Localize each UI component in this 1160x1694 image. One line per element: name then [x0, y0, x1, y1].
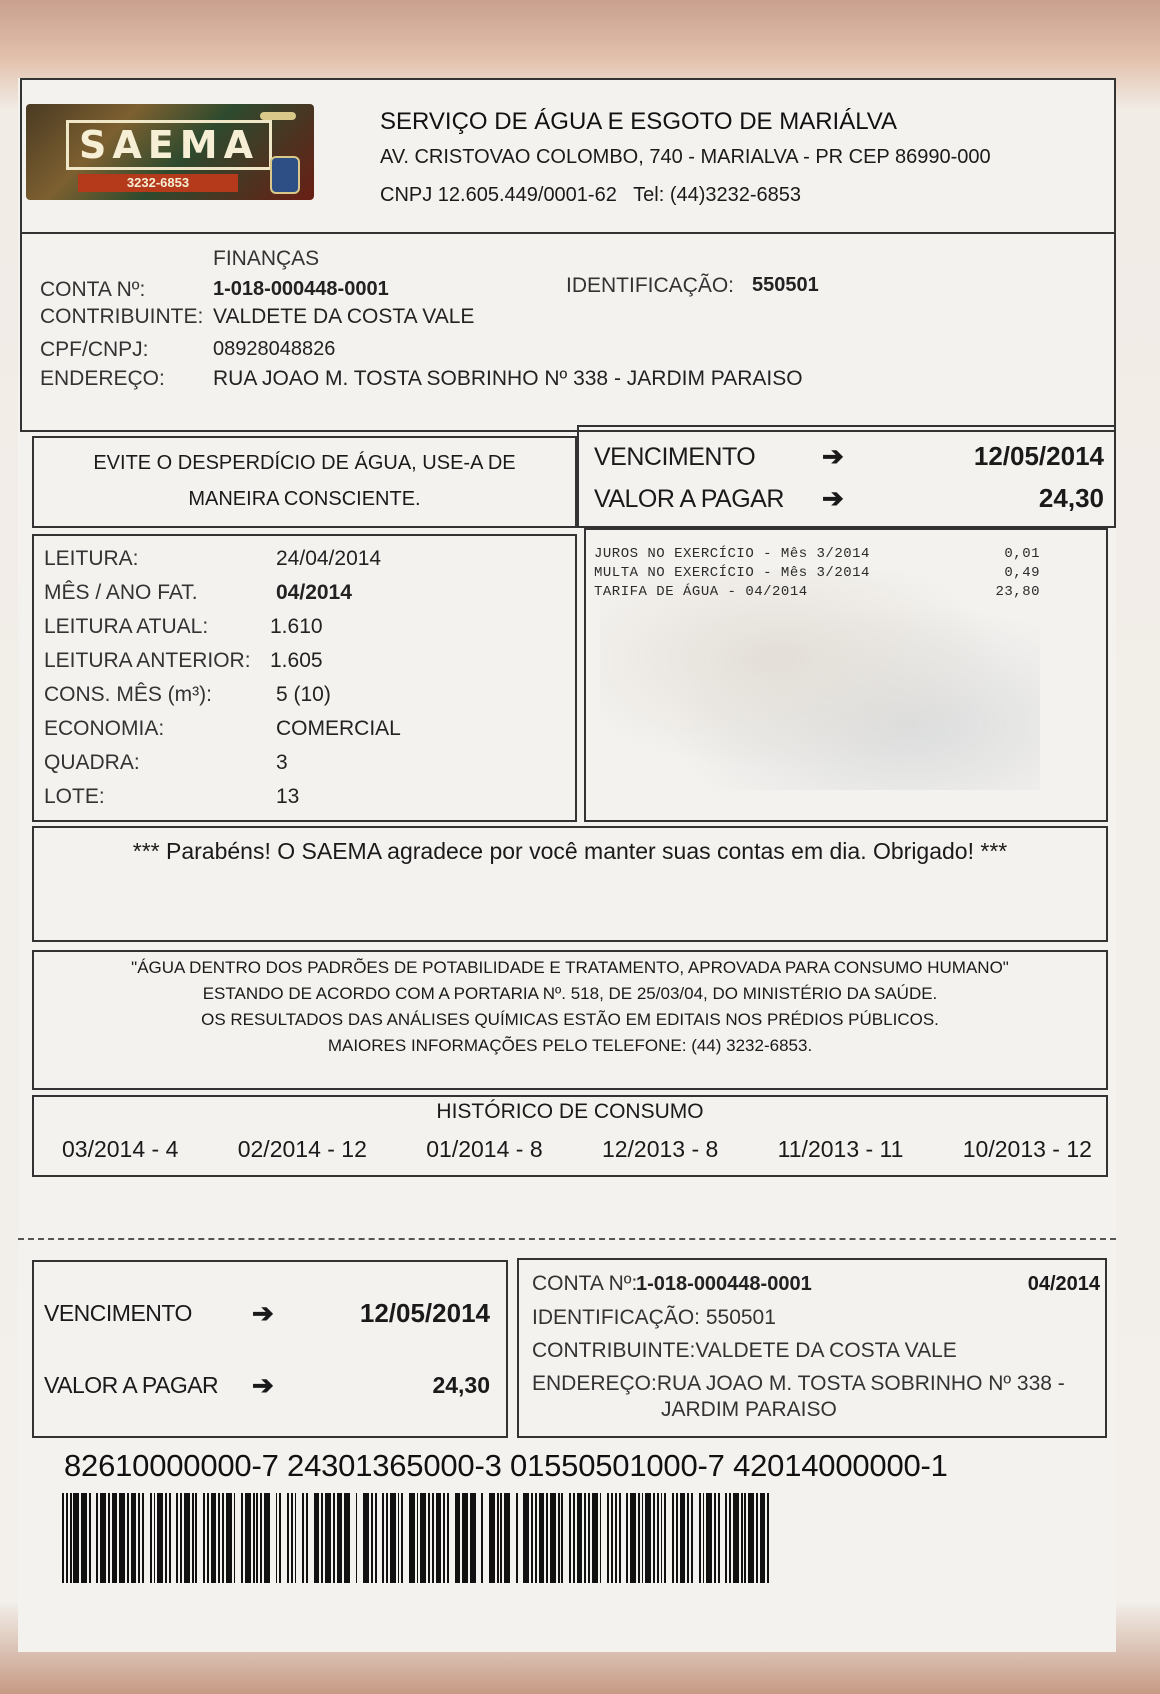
history-item: 12/2013 - 8 [601, 1136, 719, 1162]
charge-description: TARIFA DE ÁGUA - 04/2014 [594, 584, 808, 600]
cpf-label: CPF/CNPJ: [40, 338, 149, 361]
history-list [62, 1136, 1092, 1163]
history-item: 01/2014 - 8 [426, 1136, 543, 1162]
stub-endereco-line-2: JARDIM PARAISO [661, 1398, 837, 1421]
reading-value: 1.605 [270, 649, 323, 672]
identificacao-value: 550501 [752, 274, 819, 296]
reading-value: 13 [276, 785, 300, 808]
arrow-right-icon: ➔ [822, 441, 844, 471]
org-name: SERVIÇO DE ÁGUA E ESGOTO DE MARIÁLVA [380, 108, 898, 135]
conta-value: 1-018-000448-0001 [213, 278, 389, 300]
endereco-value: RUA JOAO M. TOSTA SOBRINHO Nº 338 - JARDIM PARAISO [213, 367, 803, 390]
quality-line-4: MAIORES INFORMAÇÕES PELO TELEFONE: (44) 3232-6853. [327, 1036, 813, 1055]
reading-value: 5 (10) [276, 683, 331, 706]
quality-line-2: ESTANDO DE ACORDO COM A PORTARIA Nº. 518, DE 25/03/04, DO MINISTÉRIO DA SAÚDE. [202, 984, 938, 1003]
endereco-label: ENDEREÇO: [40, 367, 165, 390]
org-address: AV. CRISTOVAO COLOMBO, 740 - MARIALVA - PR CEP 86990-000 [380, 146, 991, 168]
stub-valor-value: 24,30 [432, 1372, 490, 1398]
identificacao-label: IDENTIFICAÇÃO: [566, 274, 735, 297]
charge-description: JUROS NO EXERCÍCIO - Mês 3/2014 [594, 546, 870, 562]
stub-contribuinte: CONTRIBUINTE:VALDETE DA COSTA VALE [532, 1339, 957, 1362]
reading-label: LEITURA: [44, 547, 139, 570]
watermark-image [600, 570, 1040, 790]
reading-label: QUADRA: [44, 751, 140, 774]
stub-conta-value: 1-018-000448-0001 [636, 1273, 812, 1295]
reading-label: LEITURA ATUAL: [44, 615, 209, 638]
stub-due-box [32, 1260, 508, 1438]
stub-endereco-line-1: ENDEREÇO:RUA JOAO M. TOSTA SOBRINHO Nº 338 - [532, 1372, 1065, 1395]
quality-line-1: "ÁGUA DENTRO DOS PADRÕES DE POTABILIDADE E TRATAMENTO, APROVADA PARA CONSUMO HUMANO" [131, 958, 1009, 977]
barcode-bar [767, 1493, 769, 1583]
arrow-right-icon: ➔ [822, 483, 844, 513]
barcode [62, 1493, 770, 1583]
reading-box [32, 534, 577, 822]
charge-description: MULTA NO EXERCÍCIO - Mês 3/2014 [594, 565, 870, 581]
contribuinte-value: VALDETE DA COSTA VALE [213, 305, 475, 328]
reading-value: 1.610 [270, 615, 323, 638]
conta-label: CONTA Nº: [40, 278, 146, 301]
reading-label: CONS. MÊS (m³): [44, 683, 212, 706]
notice-box [32, 436, 577, 528]
cpf-value: 08928048826 [213, 338, 336, 360]
history-item: 10/2013 - 12 [962, 1136, 1092, 1162]
vencimento-value: 12/05/2014 [973, 441, 1104, 471]
category-label: FINANÇAS [213, 247, 320, 270]
history-title: HISTÓRICO DE CONSUMO [436, 1100, 704, 1123]
reading-label: LEITURA ANTERIOR: [44, 649, 251, 672]
faucet-icon [260, 112, 296, 120]
reading-value: 24/04/2014 [276, 547, 382, 570]
stub-period: 04/2014 [1027, 1273, 1100, 1295]
reading-label: MÊS / ANO FAT. [44, 581, 198, 604]
reading-label: LOTE: [44, 785, 105, 808]
org-cnpj-tel: CNPJ 12.605.449/0001-62 Tel: (44)3232-6853 [380, 184, 802, 206]
charge-value: 23,80 [995, 584, 1040, 600]
quality-line-3: OS RESULTADOS DAS ANÁLISES QUÍMICAS ESTÃO EM EDITAIS NOS PRÉDIOS PÚBLICOS. [201, 1010, 939, 1029]
notice-line-2: MANEIRA CONSCIENTE. [188, 488, 421, 510]
arrow-right-icon: ➔ [252, 1370, 274, 1400]
stub-conta-label: CONTA Nº: [532, 1272, 638, 1295]
logo-phone: 3232-6853 [78, 174, 238, 192]
stub-valor-label: VALOR A PAGAR [44, 1372, 219, 1398]
history-item: 03/2014 - 4 [62, 1136, 179, 1162]
reading-value: 3 [276, 751, 288, 774]
charge-value: 0,49 [1004, 565, 1040, 581]
charge-value: 0,01 [1004, 546, 1040, 562]
contribuinte-label: CONTRIBUINTE: [40, 305, 204, 328]
account-box [20, 232, 1116, 432]
barcode-digits: 82610000000-7 24301365000-3 01550501000-7 42014000000-1 [64, 1448, 948, 1483]
stub-vencimento-value: 12/05/2014 [359, 1298, 490, 1328]
crest-icon [270, 156, 300, 194]
valor-value: 24,30 [1038, 483, 1104, 513]
cut-line [18, 1238, 1116, 1240]
reading-label: ECONOMIA: [44, 717, 165, 740]
history-item: 02/2014 - 12 [237, 1136, 367, 1162]
arrow-right-icon: ➔ [252, 1298, 274, 1328]
reading-value: COMERCIAL [276, 717, 401, 740]
reading-value: 04/2014 [276, 581, 352, 604]
vencimento-label: VENCIMENTO [594, 443, 756, 471]
logo-wordmark: SAEMA [66, 120, 272, 170]
stub-vencimento-label: VENCIMENTO [44, 1300, 192, 1326]
notice-line-1: EVITE O DESPERDÍCIO DE ÁGUA, USE-A DE [93, 452, 516, 474]
thank-you-message: *** Parabéns! O SAEMA agradece por você manter suas contas em dia. Obrigado! *** [132, 838, 1008, 864]
history-item: 11/2013 - 11 [777, 1136, 904, 1162]
stub-identificacao: IDENTIFICAÇÃO: 550501 [532, 1306, 776, 1329]
valor-label: VALOR A PAGAR [594, 485, 784, 513]
saema-logo [26, 104, 314, 200]
